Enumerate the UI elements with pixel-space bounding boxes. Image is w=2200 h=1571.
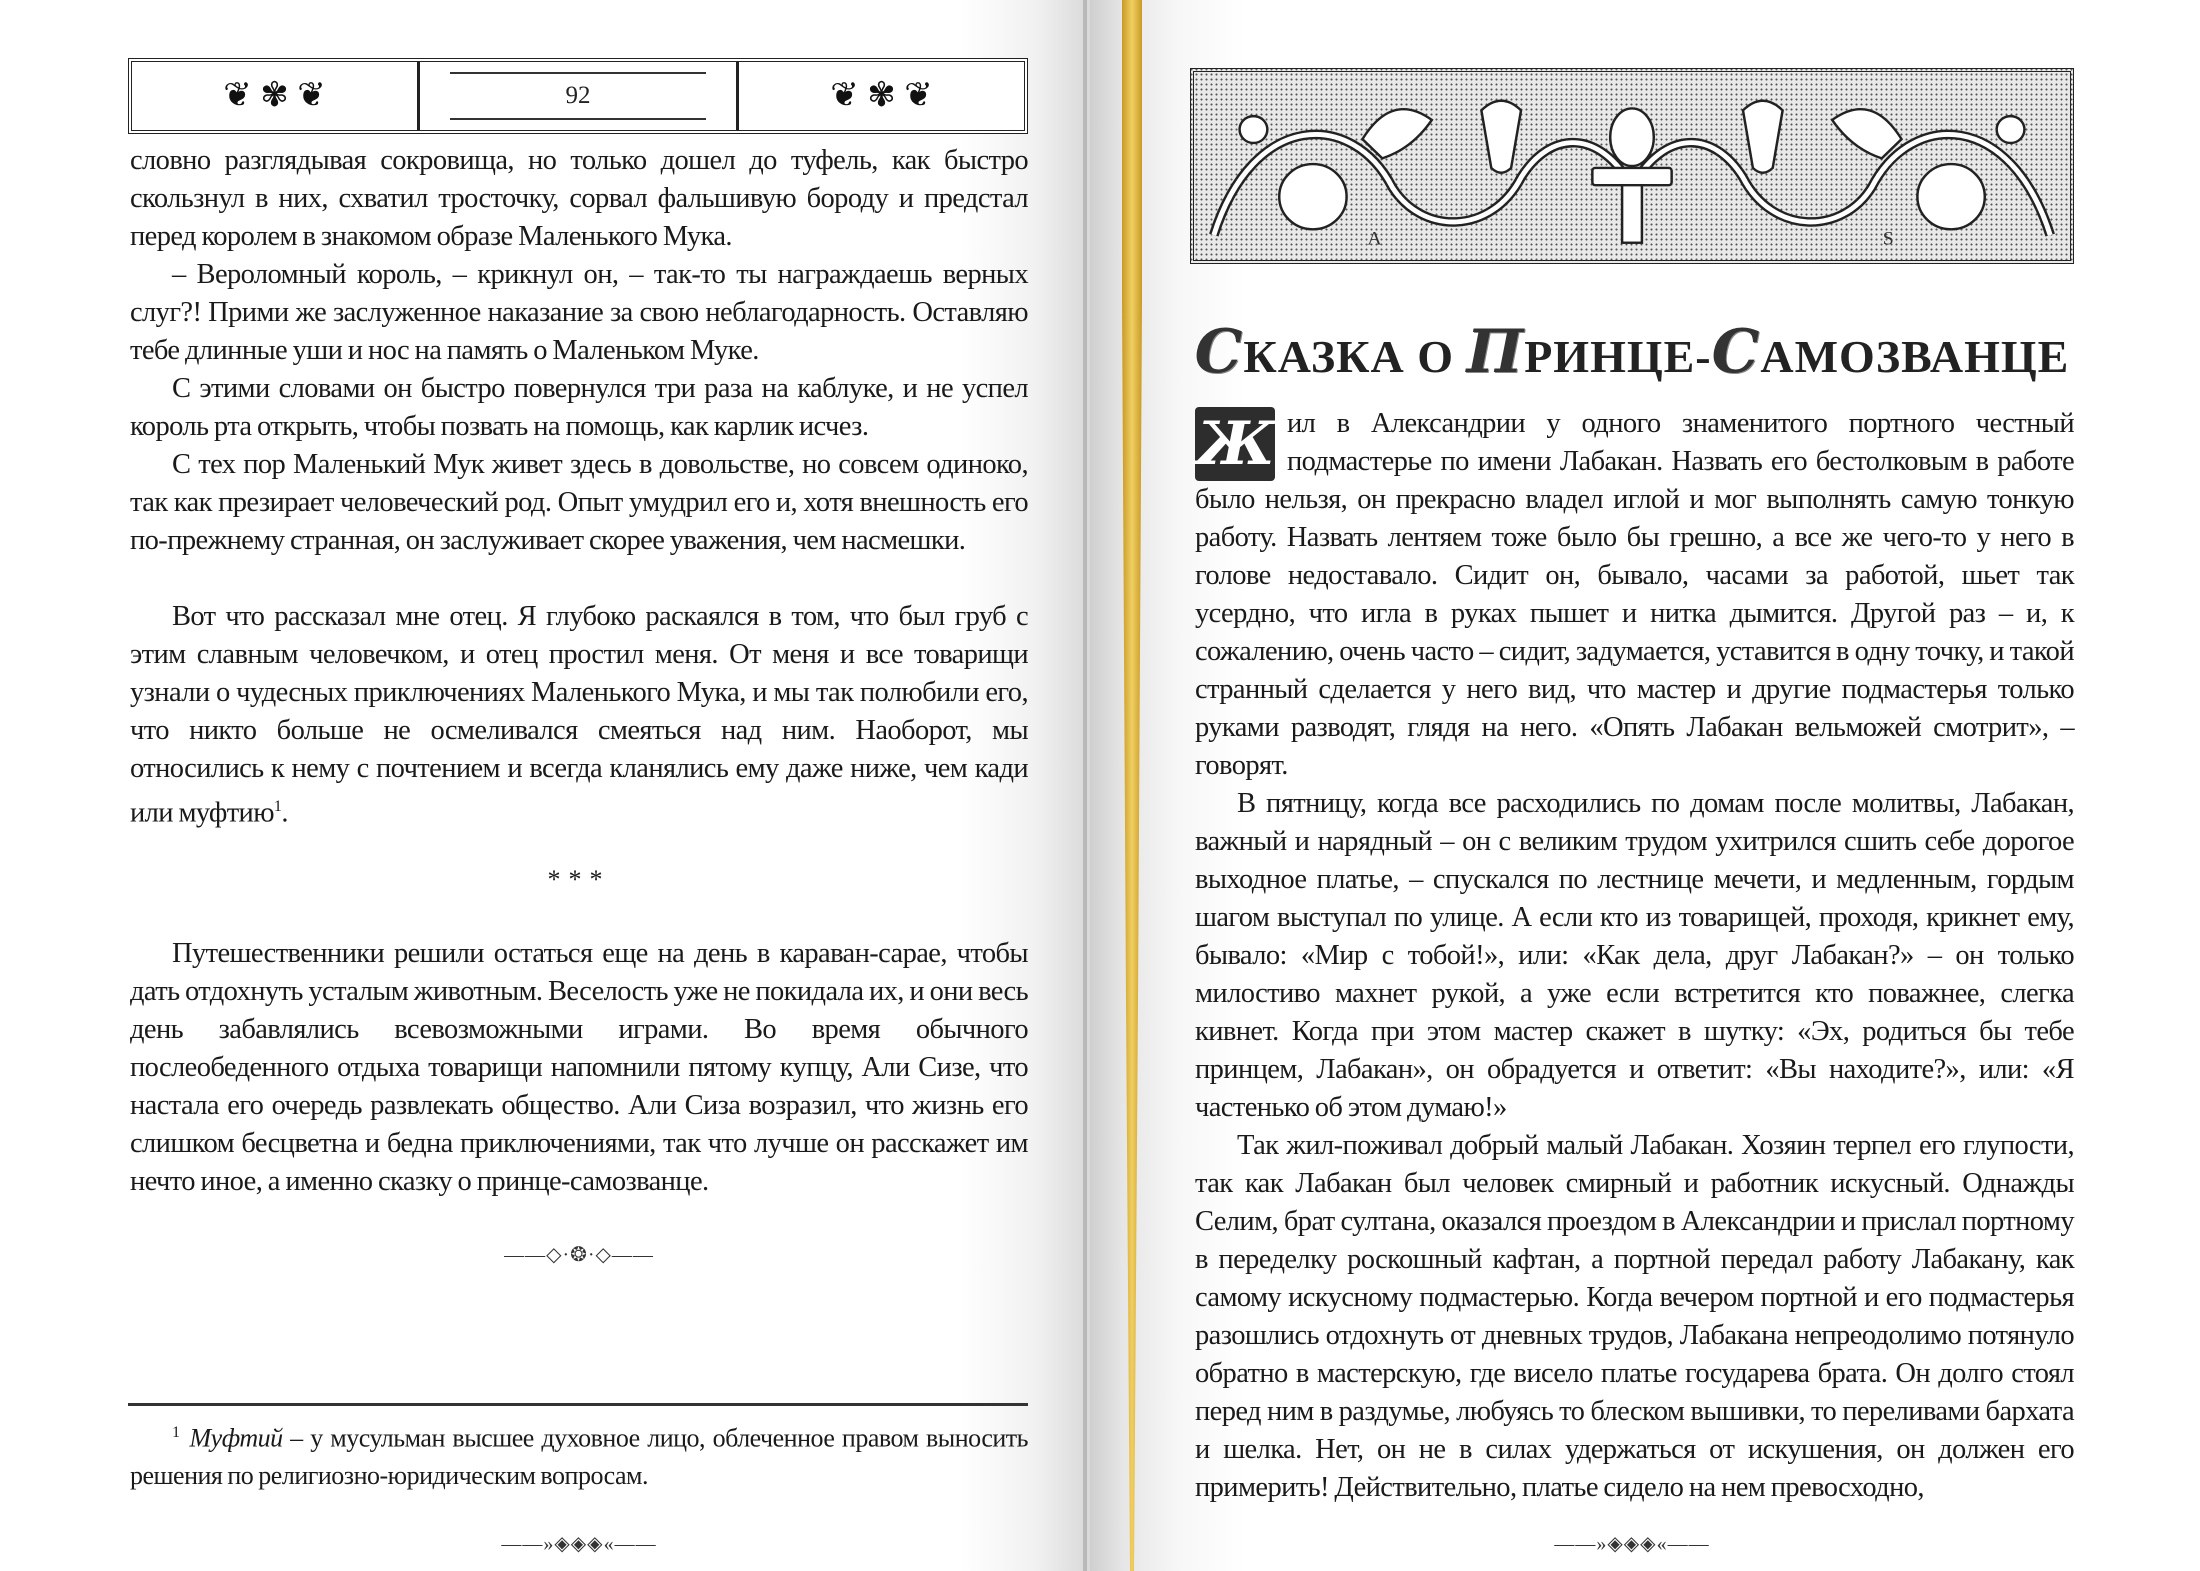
book-gutter [1083, 0, 1087, 1571]
header-ornament-left [132, 62, 420, 130]
fleuron-ornament-icon: ——»◈◈◈«—— [1554, 1533, 1710, 1555]
grotesque-ornament-icon [1194, 72, 2070, 260]
footnote [130, 1414, 1028, 1494]
paragraph: словно разглядывая сокровища, но только дошел до туфель, как быстро скользнул в них, схватил тросточку, сорвал фальшивую бороду и предстал перед королем в знакомом образе Маленького Мука. [130, 145, 1028, 252]
left-body-text [130, 142, 1028, 560]
footnote-text: – у мусульман высшее духовное лицо, облеченное правом выносить решения по религиозно-юридическим вопросам. [130, 1424, 1028, 1490]
fleuron-ornament-icon: ——◇·❂·◇—— [504, 1243, 654, 1266]
footnote-number: 1 [172, 1424, 180, 1442]
section-separator: *** [547, 864, 611, 894]
title-text: РИНЦЕ- [1524, 331, 1712, 382]
fleuron-ornament-icon: ——»◈◈◈«—— [501, 1533, 657, 1555]
paragraph: – Вероломный король, – крикнул он, – так-то ты награждаешь верных слуг?! Прими же заслуженное наказание за свою неблагодарность. Оставляю тебе длинные уши и нос на память о Маленьком Муке. [130, 259, 1028, 366]
paragraph: С тех пор Маленький Мук живет здесь в довольстве, но совсем одиноко, так как презирает человеческий род. Опыт умудрил его и, хотя внешность его по-прежнему странная, он заслуживает скорее уважения, чем насмешки. [130, 449, 1028, 556]
paragraph-text: Вот что рассказал мне отец. Я глубоко раскаялся в том, что был груб с этим славным человечком, и отец простил меня. От меня и все товарищи узнали о чудесных приключениях Маленького Мука, и мы так полюбили его, что никто больше не осмеливался смеяться над ним. Наоборот, мы относились к нему с почтением и всегда кланялись ему даже ниже, чем кади или муфтию [130, 601, 1028, 829]
right-body-text [1195, 405, 2074, 1507]
paragraph [130, 598, 1028, 833]
page-header-ornament [128, 58, 1028, 134]
spacer [130, 1269, 1028, 1404]
engraving-letter: A [1367, 228, 1382, 250]
title-text: АМОЗВАНЦЕ [1760, 331, 2070, 382]
story-title [1190, 317, 2074, 389]
paragraph: В пятницу, когда все расходились по домам после молитвы, Лабакан, важный и нарядный – он с великим трудом ухитрился сшить себе дорогое выходное платье, – спускался по лестнице мечети, и медленным, гордым шагом выступал по улице. А если кто из товарищей, проходя, крикнет ему, бывало: «Мир с тобой!», или: «Как дела, друг Лабакан?» – он только милостиво махнет рукой, а уже если встретится кто поважнее, слегка кивнет. Когда при этом мастер скажет в шутку: «Эх, родиться бы тебе принцем, Лабакан», он обрадуется и ответит: «Вы находите?», или: «Я частенько об этом думаю!» [1195, 788, 2074, 1123]
footnote-rule [128, 1403, 1028, 1406]
page-number: 92 [565, 82, 591, 109]
left-page-column [130, 58, 1028, 1558]
bookmark-ribbon[interactable] [1120, 0, 1144, 1571]
page-number-frame [420, 62, 736, 130]
drop-cap: Ж [1195, 409, 1275, 479]
title-text: КАЗКА О [1243, 331, 1467, 382]
footnote-reference[interactable]: 1 [273, 798, 282, 815]
paragraph: ил в Александрии у одного знаменитого портного честный подмастерье по имени Лабакан. Назвать его бестолковым в работе было нельзя, он прекрасно владел иглой и мог выполнять самую тонкую работу. Назвать лентяем тоже было бы грешно, а все же чего-то у него в голове недоставало. Сидит он, бывало, часами за работой, шьет так усердно, что игла в руках пышет и нитка дымится. Другой раз – и, к сожалению, очень часто – сидит, задумается, уставится в одну точку, и такой странный сделается у него вид, что мастер и другие подмастерья только руками разводят, глядя на него. «Опять Лабакан вельможей смотрит», – говорят. [1195, 408, 2074, 781]
ribbon-shape [1122, 0, 1142, 1571]
title-initial: П [1466, 317, 1525, 387]
header-engraving [1190, 68, 2074, 264]
engraving-letter: S [1882, 228, 1894, 250]
footnote-term: Муфтий [189, 1424, 283, 1453]
paragraph-end: . [281, 797, 288, 829]
paragraph: Так жил-поживал добрый малый Лабакан. Хозяин терпел его глупости, так как Лабакан был человек смирный и работник искусный. Однажды Селим, брат султана, оказался проездом в Александрии и прислал портному в переделку роскошный кафтан, а портной передал работу Лабакану, как самому искусному подмастерью. Когда вечером портной и его подмастерья разошлись отдохнуть от дневных трудов, Лабакана непреодолимо потянуло обратно в мастерскую, где висело платье государева брата. Он долго стоял перед ним в раздумье, любуясь то блеском вышивки, то переливами бархата и шелка. Нет, он не в силах удержаться от искушения, он должен его примерить! Действительно, платье сидело на нем превосходно, [1195, 1130, 2074, 1503]
left-body-text-3 [130, 935, 1028, 1201]
title-initial: С [1194, 317, 1244, 387]
title-initial: С [1711, 317, 1761, 387]
floral-ornament-icon: ❦ ✾ ❦ [223, 77, 326, 114]
header-ornament-right [736, 62, 1024, 130]
footnote-body [130, 1414, 1028, 1494]
paragraph: С этими словами он быстро повернулся три раза на каблуке, и не успел король рта открыть, чтобы позвать на помощь, как карлик исчез. [130, 373, 1028, 442]
floral-ornament-icon: ❦ ✾ ❦ [830, 77, 933, 114]
paragraph: Путешественники решили остаться еще на день в караван-сарае, чтобы дать отдохнуть усталым животным. Веселость уже не покидала их, и они весь день забавлялись всевозможными играми. Во время обычного послеобеденного отдыха товарищи напомнили пятому купцу, Али Сизе, что настала его очередь развлекать общество. Али Сиза возразил, что жизнь его слишком бесцветна и бедна приключениями, так что лучше он расскажет им нечто иное, а именно сказку о принце-самозванце. [130, 937, 1028, 1197]
right-page-column [1190, 68, 2074, 1558]
left-body-text-2 [130, 598, 1028, 833]
spacer [1190, 1507, 2074, 1530]
